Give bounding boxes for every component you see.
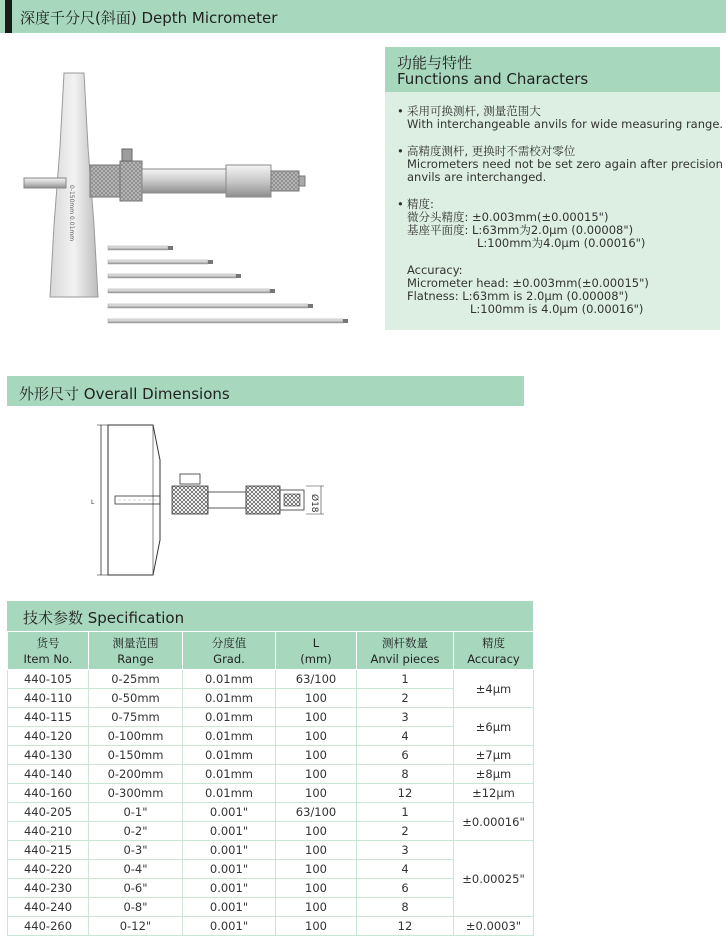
cell-item: 440-120 [8, 727, 89, 746]
cell-range: 0-200mm [89, 765, 183, 784]
cell-range: 0-8" [89, 898, 183, 917]
product-photo [18, 65, 368, 340]
cell-grad: 0.01mm [183, 727, 276, 746]
cell-item: 440-210 [8, 822, 89, 841]
functions-title-en: Functions and Characters [397, 70, 589, 88]
cell-l: 63/100 [276, 670, 357, 689]
cell-anvils: 2 [357, 689, 454, 708]
col-header-anvils: 测杆数量 Anvil pieces [357, 632, 454, 670]
cell-range: 0-300mm [89, 784, 183, 803]
cell-accuracy: ±6μm [454, 708, 534, 746]
table-row [8, 765, 534, 784]
cell-grad: 0.001" [183, 898, 276, 917]
diameter-label: Ø18 [309, 494, 319, 513]
accuracy-en-line1: Micrometer head: ±0.003mm(±0.00015") [407, 276, 649, 290]
accuracy-cn-line3: L:100mm为4.0μm (0.00016") [477, 236, 646, 250]
cell-item: 440-160 [8, 784, 89, 803]
accuracy-cn-line2: 基座平面度: L:63mm为2.0μm (0.00008") [407, 223, 634, 237]
cell-range: 0-2" [89, 822, 183, 841]
cell-anvils: 12 [357, 917, 454, 936]
cell-grad: 0.01mm [183, 746, 276, 765]
cell-grad: 0.001" [183, 822, 276, 841]
cell-l: 100 [276, 727, 357, 746]
cell-item: 440-115 [8, 708, 89, 727]
cell-anvils: 8 [357, 765, 454, 784]
cell-grad: 0.01mm [183, 670, 276, 689]
dimensions-title: 外形尺寸 Overall Dimensions [19, 385, 230, 403]
cell-l: 100 [276, 689, 357, 708]
table-row [8, 841, 534, 860]
col-header-range: 测量范围 Range [89, 632, 183, 670]
cell-range: 0-3" [89, 841, 183, 860]
spec-table-header-row [8, 632, 534, 670]
cell-item: 440-205 [8, 803, 89, 822]
header-accent-mark [5, 0, 12, 33]
accuracy-en-line2: Flatness: L:63mm is 2.0μm (0.00008") [407, 289, 629, 303]
cell-anvils: 12 [357, 784, 454, 803]
spec-header [7, 601, 533, 631]
cell-item: 440-240 [8, 898, 89, 917]
cell-range: 0-75mm [89, 708, 183, 727]
cell-item: 440-110 [8, 689, 89, 708]
cell-item: 440-105 [8, 670, 89, 689]
cell-anvils: 6 [357, 879, 454, 898]
cell-l: 100 [276, 708, 357, 727]
cell-anvils: 2 [357, 822, 454, 841]
cell-accuracy: ±0.00016" [454, 803, 534, 841]
cell-anvils: 1 [357, 670, 454, 689]
table-row [8, 708, 534, 727]
cell-range: 0-25mm [89, 670, 183, 689]
bullet2-cn: 高精度测杆, 更换时不需校对零位 [407, 144, 576, 158]
cell-range: 0-1" [89, 803, 183, 822]
cell-l: 100 [276, 765, 357, 784]
spec-table [7, 631, 534, 936]
cell-accuracy: ±0.00025" [454, 841, 534, 917]
bullet-icon: • [397, 197, 404, 211]
cell-item: 440-230 [8, 879, 89, 898]
functions-title-cn: 功能与特性 [397, 54, 473, 72]
cell-range: 0-50mm [89, 689, 183, 708]
cell-grad: 0.001" [183, 841, 276, 860]
bullet2-en2: anvils are interchanged. [407, 170, 547, 184]
cell-anvils: 4 [357, 727, 454, 746]
cell-l: 100 [276, 746, 357, 765]
cell-range: 0-4" [89, 860, 183, 879]
table-row [8, 746, 534, 765]
cell-item: 440-260 [8, 917, 89, 936]
cell-grad: 0.001" [183, 917, 276, 936]
col-header-l: L (mm) [276, 632, 357, 670]
table-row [8, 670, 534, 689]
cell-item: 440-130 [8, 746, 89, 765]
bullet2-en1: Micrometers need not be set zero again after precision [407, 157, 723, 171]
spec-table-body [8, 670, 534, 936]
cell-range: 0-6" [89, 879, 183, 898]
table-row [8, 917, 534, 936]
cell-grad: 0.01mm [183, 765, 276, 784]
cell-range: 0-12" [89, 917, 183, 936]
length-label: L [91, 499, 95, 506]
cell-l: 100 [276, 841, 357, 860]
bullet1-cn: 采用可换测杆, 测量范围大 [407, 104, 541, 118]
col-header-accuracy: 精度 Accuracy [454, 632, 534, 670]
cell-anvils: 6 [357, 746, 454, 765]
cell-grad: 0.01mm [183, 708, 276, 727]
cell-grad: 0.01mm [183, 689, 276, 708]
cell-l: 63/100 [276, 803, 357, 822]
cell-l: 100 [276, 860, 357, 879]
cell-anvils: 4 [357, 860, 454, 879]
cell-grad: 0.01mm [183, 784, 276, 803]
dimensions-header [7, 376, 524, 406]
cell-accuracy: ±0.0003" [454, 917, 534, 936]
cell-accuracy: ±4μm [454, 670, 534, 708]
cell-anvils: 3 [357, 841, 454, 860]
dimension-drawing [88, 420, 338, 580]
cell-l: 100 [276, 879, 357, 898]
functions-panel [385, 47, 724, 330]
cell-l: 100 [276, 822, 357, 841]
cell-accuracy: ±12μm [454, 784, 534, 803]
cell-anvils: 1 [357, 803, 454, 822]
col-header-grad: 分度值 Grad. [183, 632, 276, 670]
accuracy-en-title: Accuracy: [407, 263, 463, 277]
accuracy-en-line3: L:100mm is 4.0μm (0.00016") [470, 302, 644, 316]
accuracy-cn-title: 精度: [407, 197, 434, 211]
col-header-item: 货号 Item No. [8, 632, 89, 670]
cell-range: 0-100mm [89, 727, 183, 746]
table-row [8, 803, 534, 822]
bullet-icon: • [397, 144, 404, 158]
table-row [8, 784, 534, 803]
cell-anvils: 8 [357, 898, 454, 917]
page-title: 深度千分尺(斜面) Depth Micrometer [20, 9, 278, 27]
cell-grad: 0.001" [183, 803, 276, 822]
cell-item: 440-140 [8, 765, 89, 784]
cell-accuracy: ±7μm [454, 746, 534, 765]
cell-accuracy: ±8μm [454, 765, 534, 784]
cell-l: 100 [276, 917, 357, 936]
cell-grad: 0.001" [183, 860, 276, 879]
cell-range: 0-150mm [89, 746, 183, 765]
bullet-icon: • [397, 104, 404, 118]
cell-grad: 0.001" [183, 879, 276, 898]
cell-item: 440-215 [8, 841, 89, 860]
bullet1-en: With interchangeable anvils for wide measuring range. [407, 117, 724, 131]
cell-l: 100 [276, 784, 357, 803]
spec-title: 技术参数 Specification [23, 609, 185, 627]
svg-text:0-150mm 0.01mm: 0-150mm 0.01mm [68, 185, 75, 242]
cell-anvils: 3 [357, 708, 454, 727]
cell-item: 440-220 [8, 860, 89, 879]
cell-l: 100 [276, 898, 357, 917]
accuracy-cn-line1: 微分头精度: ±0.003mm(±0.00015") [407, 210, 609, 224]
